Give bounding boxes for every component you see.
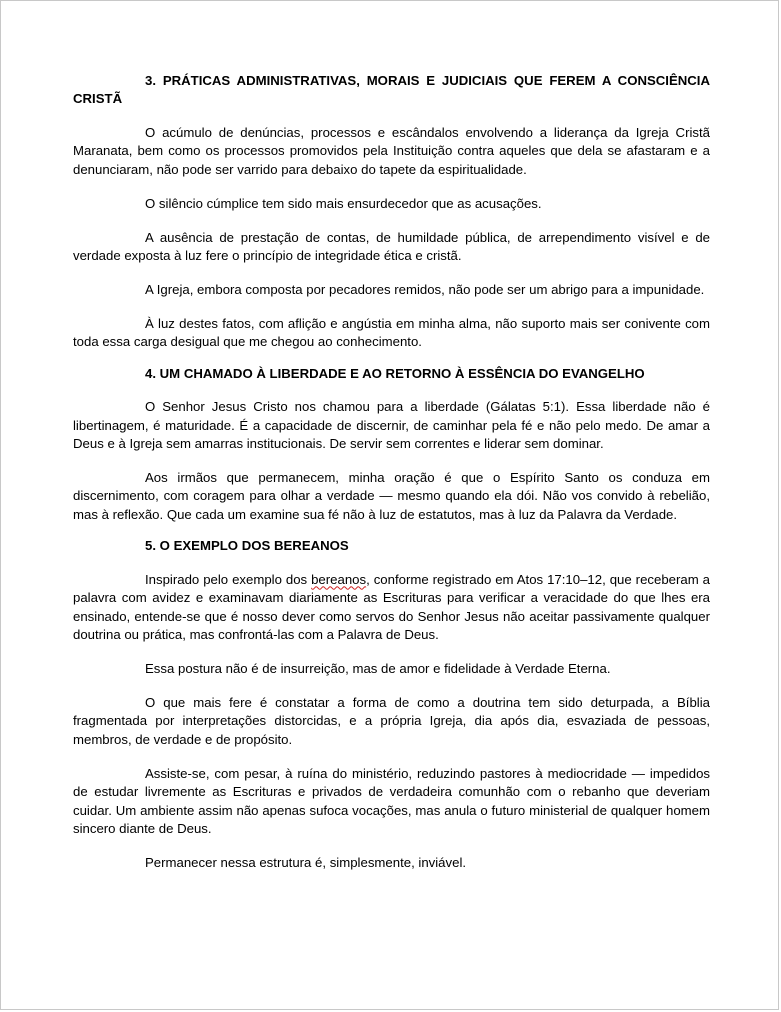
section-3-paragraph: O acúmulo de denúncias, processos e escândalos envolvendo a liderança da Igreja Cristã Maranata, bem como os processos promovidos pela Instituição contra aqueles que dela se afastaram e a denunciaram, não pode ser varrido para debaixo do tapete da espiritualidade. [73, 124, 710, 177]
section-3-paragraph: À luz destes fatos, com aflição e angústia em minha alma, não suporto mais ser conivente com toda essa carga desigual que me chegou ao conhecimento. [73, 316, 710, 350]
section-4-paragraph: O Senhor Jesus Cristo nos chamou para a liberdade (Gálatas 5:1). Essa liberdade não é libertinagem, é maturidade. É a capacidade de discernir, de caminhar pela fé e não pelo medo. De amar a Deus e à Igreja sem amarras institucionais. De servir sem correntes e liderar sem dominar. [73, 399, 710, 452]
section-5-paragraph: Assiste-se, com pesar, à ruína do ministério, reduzindo pastores à mediocridade — impedidos de estudar livremente as Escrituras e privados de verdadeira comunhão com o rebanho que deveriam cuidar. Um ambiente assim não apenas sufoca vocações, mas anula o futuro ministerial de qualquer homem sincero diante de Deus. [73, 765, 710, 836]
paragraph-text: , conforme registrado em Atos 17:10–12, que receberam a palavra com avidez e examinavam diariamente as Escrituras para verificar a veracidade do que lhes era ensinado, entende-se que é nosso dever como servos do Senhor Jesus não aceitar passivamente qualquer doutrina ou prática, mas confrontá-las com a Palavra de Deus. [73, 571, 710, 642]
section-4-paragraph: Aos irmãos que permanecem, minha oração é que o Espírito Santo os conduza em discernimento, com coragem para olhar a verdade — mesmo quando ela dói. Não vos convido à rebelião, mas à reflexão. Que cada um examine sua fé não à luz de estatutos, mas à luz da Palavra da Verdade. [73, 470, 710, 522]
spellcheck-flagged-word[interactable]: bereanos [311, 571, 367, 587]
section-3-paragraph: A ausência de prestação de contas, de humildade pública, de arrependimento visível e de verdade exposta à luz fere o princípio de integridade ética e cristã. [73, 229, 710, 264]
section-4-heading: 4. UM CHAMADO À LIBERDADE E AO RETORNO À ESSÊNCIA DO EVANGELHO [145, 365, 645, 381]
section-5-paragraph: Permanecer nessa estrutura é, simplesmente, inviável. [145, 854, 467, 870]
section-5-paragraph [73, 571, 710, 645]
section-5-paragraph: O que mais fere é constatar a forma de como a doutrina tem sido deturpada, a Bíblia fragmentada por interpretações distorcidas, e a própria Igreja, dia após dia, esvaziada de pessoas, membros, de verdade e de propósito. [73, 694, 710, 747]
section-3-heading: 3. PRÁTICAS ADMINISTRATIVAS, MORAIS E JUDICIAIS QUE FEREM A CONSCIÊNCIA CRISTÃ [73, 73, 710, 107]
document-body[interactable] [73, 72, 710, 888]
paragraph-text: Inspirado pelo exemplo dos [145, 571, 312, 587]
section-5-heading: 5. O EXEMPLO DOS BEREANOS [145, 538, 349, 554]
section-5-paragraph: Essa postura não é de insurreição, mas de amor e fidelidade à Verdade Eterna. [145, 660, 611, 676]
section-3-paragraph: A Igreja, embora composta por pecadores remidos, não pode ser um abrigo para a impunidade. [145, 282, 705, 298]
section-3-paragraph: O silêncio cúmplice tem sido mais ensurdecedor que as acusações. [145, 195, 542, 211]
